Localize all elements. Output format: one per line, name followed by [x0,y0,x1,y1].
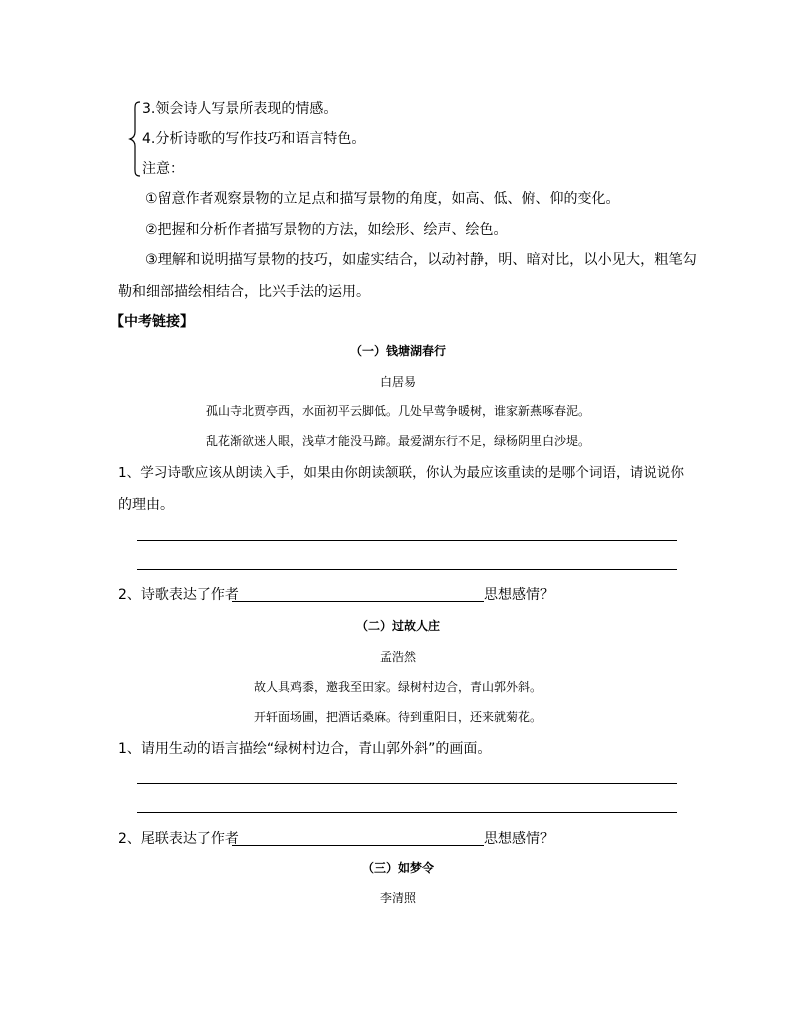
poem2-answer-line-2[interactable] [137,812,677,813]
poem2-line1: 故人具鸡黍，邀我至田家。绿树村边合，青山郭外斜。 [253,680,542,694]
objective-3: 3.领会诗人写景所表现的情感。 [142,101,338,117]
poem1-question1-line2: 的理由。 [118,497,174,513]
poem2-author: 孟浩然 [379,650,416,664]
note-label: 注意： [142,161,184,177]
poem2-question2-blank[interactable] [232,845,484,846]
section-title: 【中考链接】 [110,314,194,330]
poem3-author: 李清照 [379,891,416,905]
poem2-question1: 1、请用生动的语言描绘“绿树村边合，青山郭外斜”的画面。 [118,741,492,757]
poem1-title: （一）钱塘湖春行 [349,344,446,358]
brace-icon [128,100,142,178]
poem2-question2-suffix: 思想感情？ [484,831,554,847]
note-1: ①留意作者观察景物的立足点和描写景物的角度，如高、低、俯、仰的变化。 [145,191,620,207]
poem1-line2: 乱花渐欲迷人眼，浅草才能没马蹄。最爱湖东行不足，绿杨阴里白沙堤。 [205,434,590,448]
poem1-author: 白居易 [379,375,416,389]
poem2-title: （二）过故人庄 [355,619,440,633]
poem2-answer-line-1[interactable] [137,783,677,784]
poem1-question2-suffix: 思想感情？ [484,587,554,603]
poem1-line1: 孤山寺北贾亭西，水面初平云脚低。几处早莺争暖树，谁家新燕啄春泥。 [205,404,590,418]
poem1-question2-prefix: 2、诗歌表达了作者 [118,587,239,603]
note-3-line1: ③理解和说明描写景物的技巧，如虚实结合，以动衬静，明、暗对比，以小见大，粗笔勾 [145,252,697,268]
objective-4: 4.分析诗歌的写作技巧和语言特色。 [142,131,366,147]
poem1-answer-line-1[interactable] [137,540,677,541]
note-2: ②把握和分析作者描写景物的方法，如绘形、绘声、绘色。 [145,222,508,238]
poem2-question2-prefix: 2、尾联表达了作者 [118,831,239,847]
poem1-answer-line-2[interactable] [137,569,677,570]
poem1-question2-blank[interactable] [232,601,484,602]
note-3-line2: 勒和细部描绘相结合，比兴手法的运用。 [118,284,370,300]
poem1-question1-line1: 1、学习诗歌应该从朗读入手，如果由你朗读颔联，你认为最应该重读的是哪个词语，请说说你 [118,465,684,481]
poem2-line2: 开轩面场圃，把酒话桑麻。待到重阳日，还来就菊花。 [253,710,542,724]
poem3-title: （三）如梦令 [361,861,434,875]
